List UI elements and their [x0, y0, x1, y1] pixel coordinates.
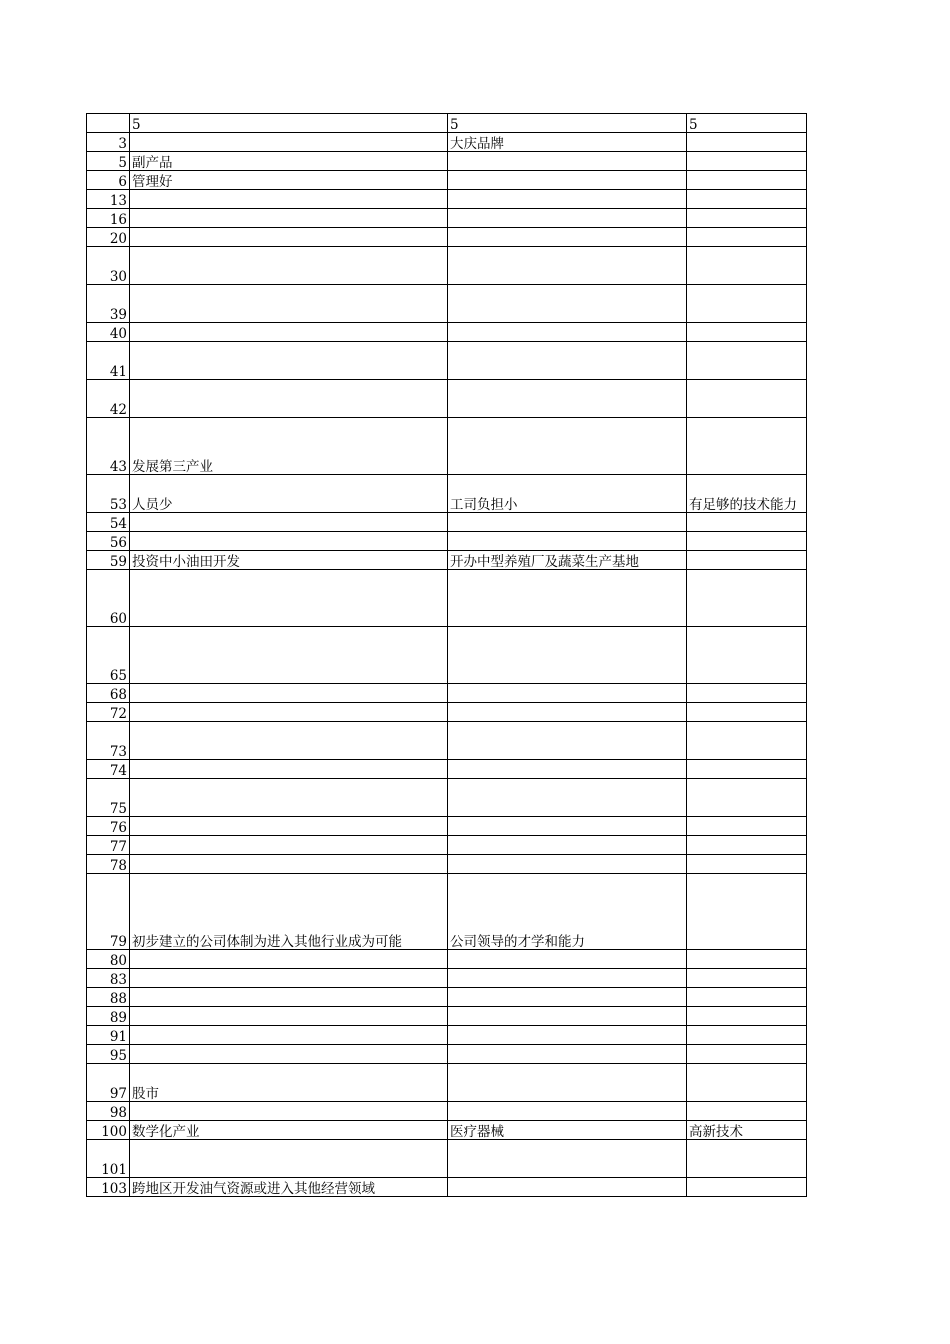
cell-b[interactable]: 投资中小油田开发: [130, 551, 448, 570]
cell-c[interactable]: [448, 988, 687, 1007]
cell-c[interactable]: [448, 1007, 687, 1026]
cell-c[interactable]: [448, 209, 687, 228]
row-number-cell[interactable]: 97: [87, 1064, 130, 1102]
cell-b[interactable]: [130, 779, 448, 817]
cell-d[interactable]: [687, 551, 807, 570]
table-row: [87, 418, 807, 475]
table-row: [87, 817, 807, 836]
cell-b[interactable]: [130, 836, 448, 855]
cell-d[interactable]: [687, 342, 807, 380]
row-number-cell[interactable]: 80: [87, 950, 130, 969]
cell-c[interactable]: [448, 1140, 687, 1178]
table-row: [87, 1102, 807, 1121]
cell-c[interactable]: [448, 570, 687, 627]
table-row: [87, 152, 807, 171]
row-number-cell[interactable]: 54: [87, 513, 130, 532]
table-row: [87, 627, 807, 684]
table-row: [87, 285, 807, 323]
row-number-cell[interactable]: 98: [87, 1102, 130, 1121]
cell-d[interactable]: [687, 874, 807, 950]
cell-c[interactable]: 开办中型养殖厂及蔬菜生产基地: [448, 551, 687, 570]
cell-b[interactable]: [130, 1140, 448, 1178]
cell-b[interactable]: [130, 228, 448, 247]
row-number-cell[interactable]: 74: [87, 760, 130, 779]
table-row: [87, 532, 807, 551]
row-number-cell[interactable]: 79: [87, 874, 130, 950]
cell-c[interactable]: [448, 342, 687, 380]
table-row: [87, 190, 807, 209]
cell-c[interactable]: [448, 171, 687, 190]
cell-c[interactable]: [448, 1026, 687, 1045]
cell-c[interactable]: [448, 323, 687, 342]
cell-b[interactable]: 初步建立的公司体制为进入其他行业成为可能: [130, 874, 448, 950]
cell-d[interactable]: [687, 722, 807, 760]
cell-b[interactable]: [130, 722, 448, 760]
row-number-cell[interactable]: 100: [87, 1121, 130, 1140]
cell-c[interactable]: [448, 722, 687, 760]
cell-c[interactable]: [448, 1178, 687, 1197]
row-number-cell[interactable]: 6: [87, 171, 130, 190]
row-number-cell[interactable]: 88: [87, 988, 130, 1007]
cell-c[interactable]: [448, 418, 687, 475]
cell-c[interactable]: 公司领导的才学和能力: [448, 874, 687, 950]
table-row: [87, 171, 807, 190]
cell-c[interactable]: [448, 779, 687, 817]
row-number-cell[interactable]: 13: [87, 190, 130, 209]
cell-c[interactable]: [448, 627, 687, 684]
table-row: [87, 874, 807, 950]
cell-b[interactable]: [130, 342, 448, 380]
header-cell-c[interactable]: 5: [448, 114, 687, 133]
row-number-cell[interactable]: 73: [87, 722, 130, 760]
table-row: [87, 247, 807, 285]
header-cell-d[interactable]: 5: [687, 114, 807, 133]
table-row: [87, 760, 807, 779]
row-number-cell[interactable]: 60: [87, 570, 130, 627]
cell-c[interactable]: [448, 228, 687, 247]
cell-b[interactable]: 发展第三产业: [130, 418, 448, 475]
cell-d[interactable]: [687, 247, 807, 285]
table-row: [87, 1045, 807, 1064]
table-row: [87, 722, 807, 760]
cell-d[interactable]: 高新技术: [687, 1121, 807, 1140]
cell-b[interactable]: [130, 627, 448, 684]
cell-c[interactable]: [448, 152, 687, 171]
table-row: [87, 703, 807, 722]
row-number-cell[interactable]: 76: [87, 817, 130, 836]
row-number-cell[interactable]: 42: [87, 380, 130, 418]
row-number-cell[interactable]: 68: [87, 684, 130, 703]
row-number-cell[interactable]: 3: [87, 133, 130, 152]
cell-c[interactable]: [448, 817, 687, 836]
cell-c[interactable]: [448, 1102, 687, 1121]
table-row: [87, 209, 807, 228]
table-row: [87, 133, 807, 152]
cell-b[interactable]: [130, 1102, 448, 1121]
cell-d[interactable]: [687, 133, 807, 152]
cell-d[interactable]: [687, 190, 807, 209]
cell-c[interactable]: [448, 950, 687, 969]
row-number-cell[interactable]: 41: [87, 342, 130, 380]
cell-d[interactable]: [687, 1045, 807, 1064]
cell-d[interactable]: [687, 285, 807, 323]
cell-d[interactable]: [687, 988, 807, 1007]
cell-c[interactable]: [448, 855, 687, 874]
cell-d[interactable]: [687, 570, 807, 627]
table-row: [87, 380, 807, 418]
table-body: [87, 114, 807, 1197]
cell-d[interactable]: [687, 855, 807, 874]
row-number-cell[interactable]: 78: [87, 855, 130, 874]
cell-d[interactable]: [687, 1178, 807, 1197]
table-row: [87, 1121, 807, 1140]
row-number-cell[interactable]: 75: [87, 779, 130, 817]
header-cell-b[interactable]: 5: [130, 114, 448, 133]
cell-d[interactable]: [687, 418, 807, 475]
header-row: [87, 114, 807, 133]
cell-c[interactable]: 医疗器械: [448, 1121, 687, 1140]
cell-d[interactable]: [687, 228, 807, 247]
cell-b[interactable]: [130, 247, 448, 285]
cell-c[interactable]: 工司负担小: [448, 475, 687, 513]
cell-b[interactable]: [130, 760, 448, 779]
cell-d[interactable]: [687, 1026, 807, 1045]
header-num-cell[interactable]: [87, 114, 130, 133]
table-row: [87, 1064, 807, 1102]
cell-c[interactable]: [448, 703, 687, 722]
table-row: [87, 1026, 807, 1045]
cell-d[interactable]: [687, 969, 807, 988]
cell-c[interactable]: [448, 969, 687, 988]
cell-d[interactable]: [687, 1140, 807, 1178]
row-number-cell[interactable]: 77: [87, 836, 130, 855]
cell-d[interactable]: [687, 779, 807, 817]
row-number-cell[interactable]: 56: [87, 532, 130, 551]
cell-d[interactable]: [687, 836, 807, 855]
cell-c[interactable]: [448, 760, 687, 779]
cell-d[interactable]: [687, 684, 807, 703]
row-number-cell[interactable]: 59: [87, 551, 130, 570]
table-row: [87, 836, 807, 855]
cell-d[interactable]: [687, 950, 807, 969]
row-number-cell[interactable]: 40: [87, 323, 130, 342]
cell-d[interactable]: 有足够的技术能力: [687, 475, 807, 513]
cell-d[interactable]: [687, 513, 807, 532]
cell-c[interactable]: 大庆品牌: [448, 133, 687, 152]
row-number-cell[interactable]: 16: [87, 209, 130, 228]
table-row: [87, 551, 807, 570]
row-number-cell[interactable]: 103: [87, 1178, 130, 1197]
cell-c[interactable]: [448, 380, 687, 418]
row-number-cell[interactable]: 20: [87, 228, 130, 247]
row-number-cell[interactable]: 101: [87, 1140, 130, 1178]
cell-b[interactable]: [130, 190, 448, 209]
row-number-cell[interactable]: 72: [87, 703, 130, 722]
cell-b[interactable]: [130, 969, 448, 988]
cell-d[interactable]: [687, 760, 807, 779]
cell-b[interactable]: [130, 855, 448, 874]
cell-c[interactable]: [448, 532, 687, 551]
table-row: [87, 475, 807, 513]
cell-d[interactable]: [687, 380, 807, 418]
cell-b[interactable]: [130, 1026, 448, 1045]
table-row: [87, 988, 807, 1007]
cell-b[interactable]: 数学化产业: [130, 1121, 448, 1140]
table-row: [87, 855, 807, 874]
table-row: [87, 228, 807, 247]
table-row: [87, 570, 807, 627]
cell-b[interactable]: [130, 703, 448, 722]
cell-d[interactable]: [687, 703, 807, 722]
table-row: [87, 1140, 807, 1178]
cell-b[interactable]: [130, 570, 448, 627]
row-number-cell[interactable]: 43: [87, 418, 130, 475]
cell-d[interactable]: [687, 171, 807, 190]
cell-b[interactable]: 管理好: [130, 171, 448, 190]
cell-b[interactable]: [130, 513, 448, 532]
cell-d[interactable]: [687, 1007, 807, 1026]
cell-d[interactable]: [687, 532, 807, 551]
table-row: [87, 1178, 807, 1197]
cell-c[interactable]: [448, 190, 687, 209]
cell-b[interactable]: [130, 133, 448, 152]
cell-c[interactable]: [448, 1064, 687, 1102]
table-row: [87, 342, 807, 380]
row-number-cell[interactable]: 53: [87, 475, 130, 513]
table-row: [87, 779, 807, 817]
row-number-cell[interactable]: 91: [87, 1026, 130, 1045]
cell-d[interactable]: [687, 323, 807, 342]
cell-d[interactable]: [687, 209, 807, 228]
cell-d[interactable]: [687, 1102, 807, 1121]
cell-b[interactable]: [130, 1045, 448, 1064]
table-row: [87, 513, 807, 532]
cell-b[interactable]: [130, 817, 448, 836]
table-row: [87, 969, 807, 988]
cell-b[interactable]: [130, 285, 448, 323]
cell-b[interactable]: [130, 209, 448, 228]
cell-b[interactable]: 副产品: [130, 152, 448, 171]
cell-c[interactable]: [448, 836, 687, 855]
table-row: [87, 684, 807, 703]
spreadsheet-table: [86, 113, 807, 1197]
row-number-cell[interactable]: 39: [87, 285, 130, 323]
cell-b[interactable]: [130, 323, 448, 342]
cell-b[interactable]: [130, 532, 448, 551]
cell-b[interactable]: 股市: [130, 1064, 448, 1102]
table-row: [87, 1007, 807, 1026]
table-row: [87, 323, 807, 342]
cell-b[interactable]: [130, 684, 448, 703]
row-number-cell[interactable]: 89: [87, 1007, 130, 1026]
cell-c[interactable]: [448, 684, 687, 703]
cell-b[interactable]: [130, 988, 448, 1007]
cell-c[interactable]: [448, 247, 687, 285]
cell-c[interactable]: [448, 285, 687, 323]
row-number-cell[interactable]: 30: [87, 247, 130, 285]
row-number-cell[interactable]: 65: [87, 627, 130, 684]
cell-d[interactable]: [687, 152, 807, 171]
cell-b[interactable]: [130, 1007, 448, 1026]
cell-d[interactable]: [687, 1064, 807, 1102]
row-number-cell[interactable]: 83: [87, 969, 130, 988]
cell-d[interactable]: [687, 627, 807, 684]
cell-c[interactable]: [448, 513, 687, 532]
cell-d[interactable]: [687, 817, 807, 836]
cell-b[interactable]: [130, 950, 448, 969]
row-number-cell[interactable]: 95: [87, 1045, 130, 1064]
row-number-cell[interactable]: 5: [87, 152, 130, 171]
cell-b[interactable]: [130, 380, 448, 418]
cell-c[interactable]: [448, 1045, 687, 1064]
table-row: [87, 950, 807, 969]
cell-b[interactable]: 人员少: [130, 475, 448, 513]
cell-b[interactable]: 跨地区开发油气资源或进入其他经营领域: [130, 1178, 448, 1197]
